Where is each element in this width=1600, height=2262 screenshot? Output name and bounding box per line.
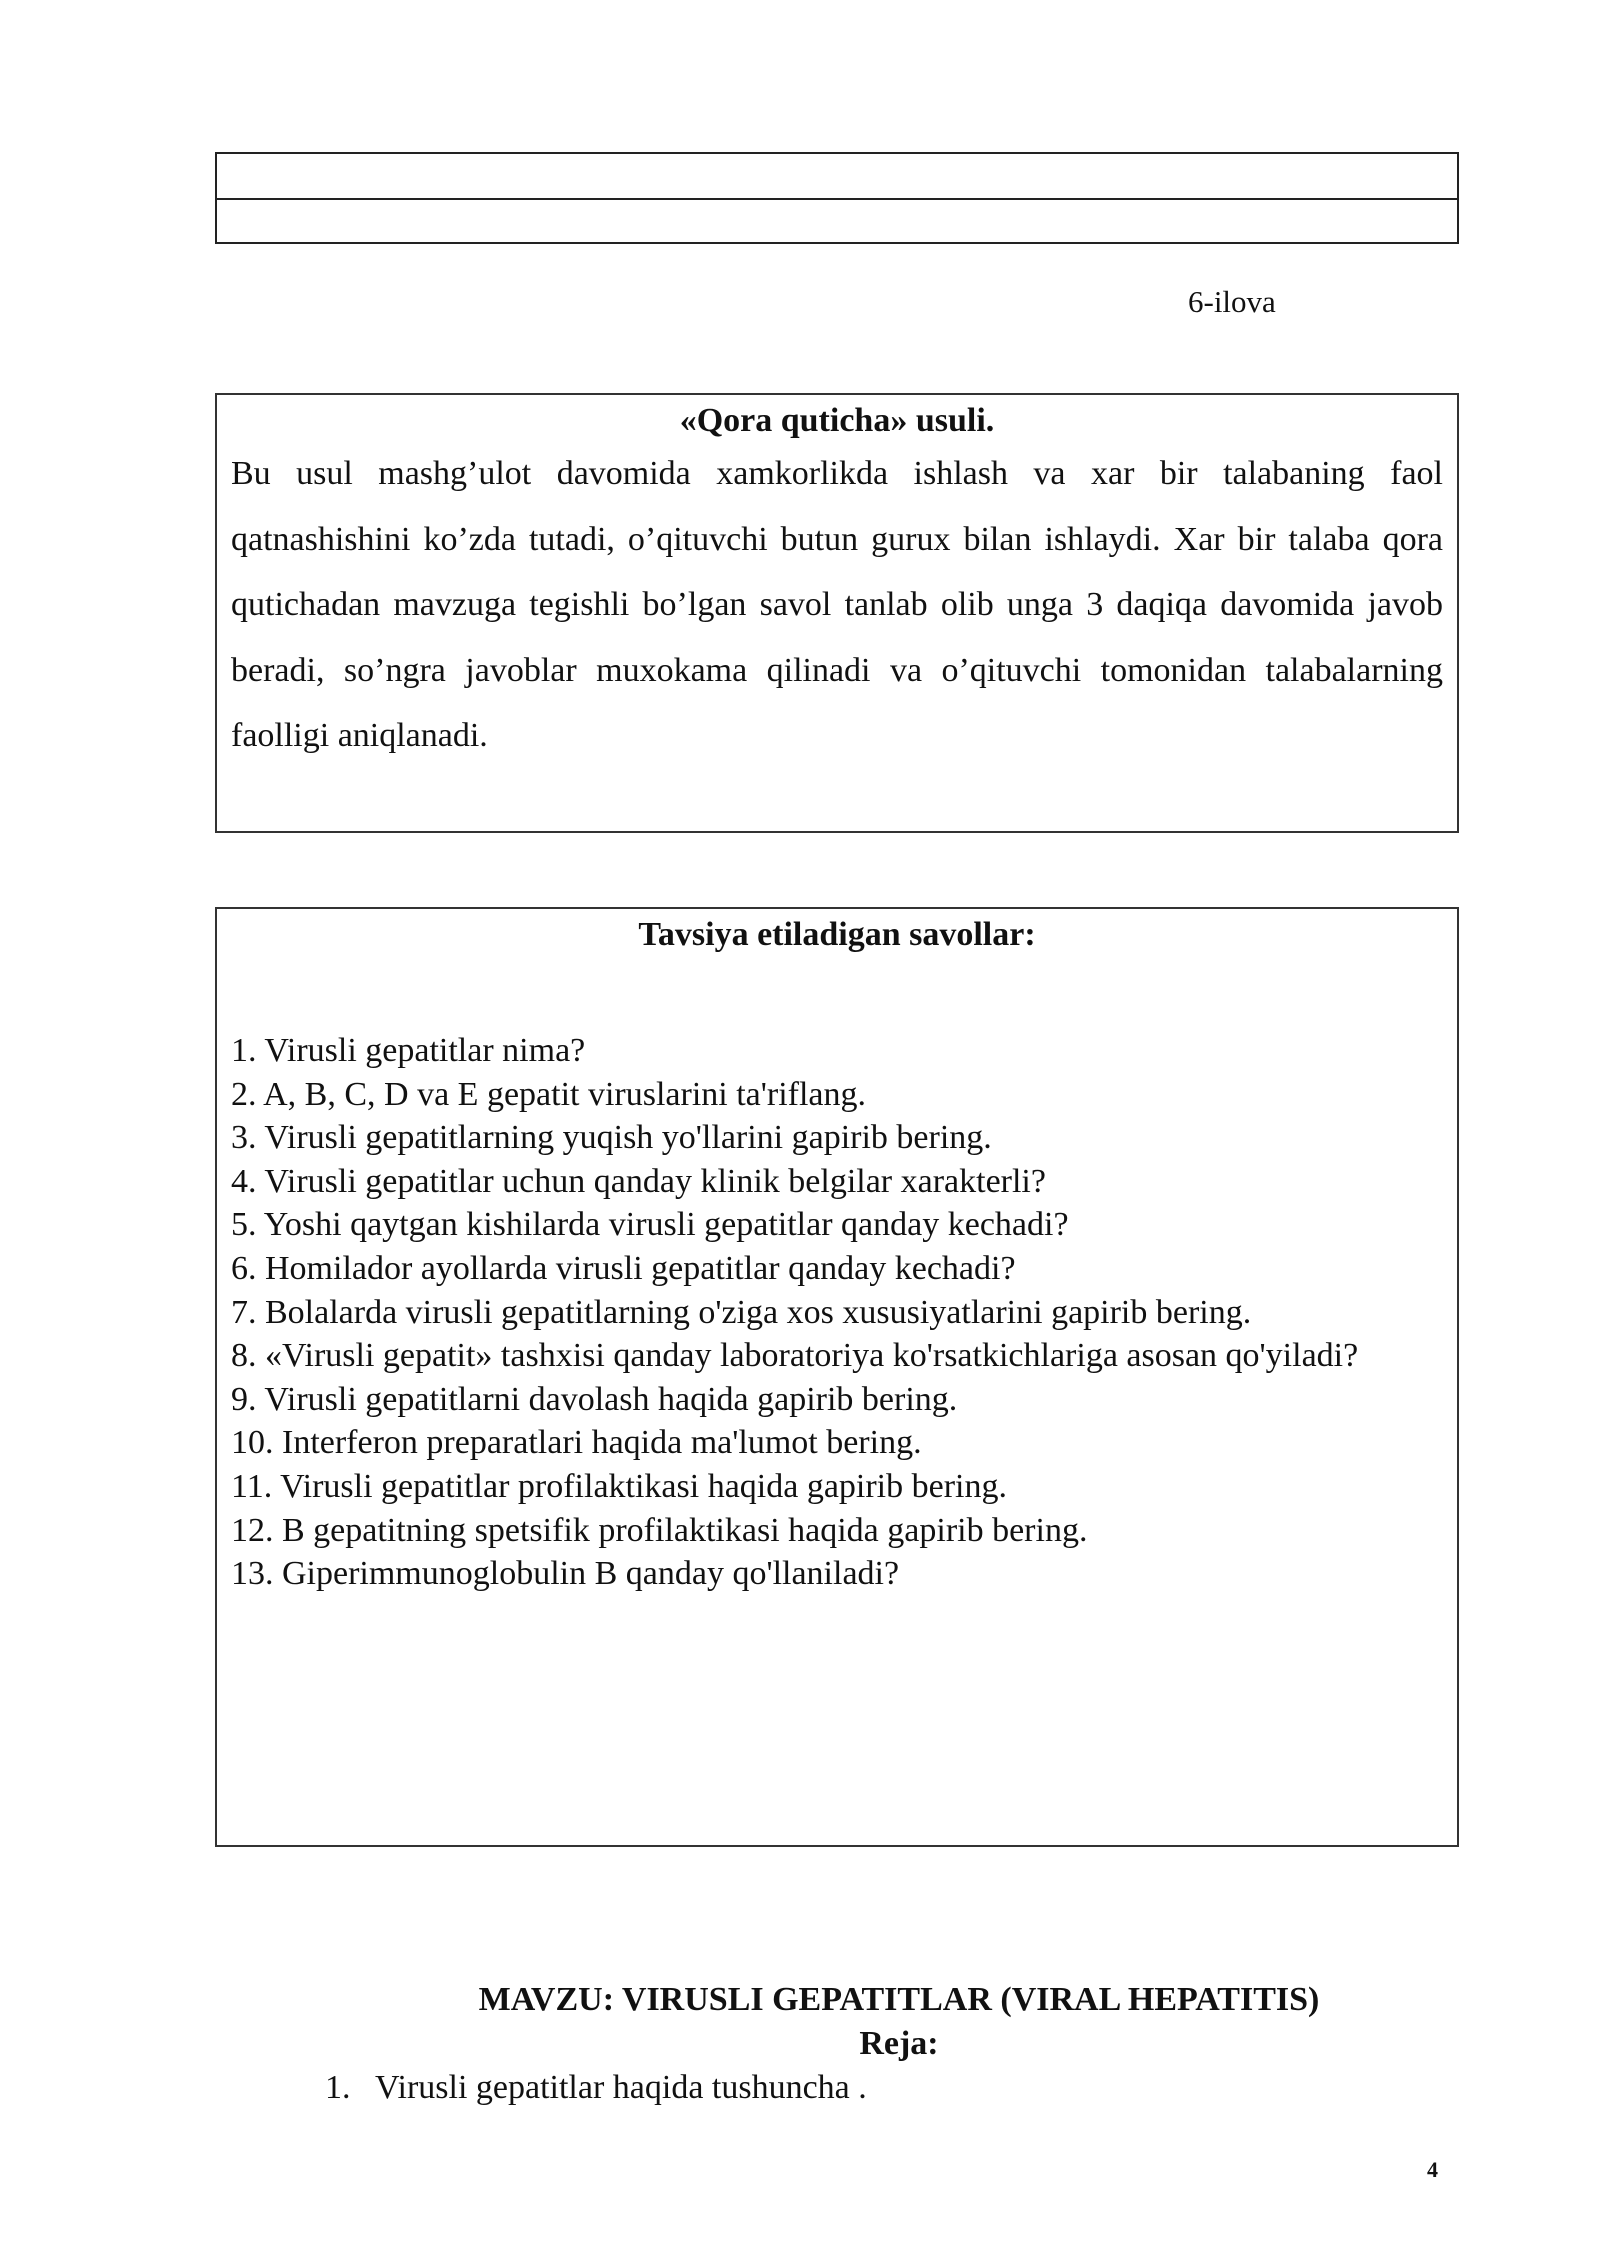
- method-description: Bu usul mashg’ulot davomida xamkorlikda ishlash va xar bir talabaning faol qatnashishini ko’zda tutadi, o’qituvchi butun gurux bilan ishlaydi. Xar bir talaba qora qutichadan mavzuga tegishli bo’lgan savol tanlab olib unga 3 daqiqa davomida javob beradi, so’ngra javoblar muxokama qilinadi va o’qituvchi tomonidan talabalarning faolligi aniqlanadi.: [231, 455, 1443, 754]
- question-item: 2. A, B, C, D va E gepatit viruslarini ta'riflang.: [231, 1075, 867, 1113]
- question-item: 5. Yoshi qaytgan kishilarda virusli gepatitlar qanday kechadi?: [231, 1206, 1069, 1244]
- question-item: 13. Giperimmunoglobulin B qanday qo'llaniladi?: [231, 1555, 900, 1593]
- method-box: [215, 393, 1459, 833]
- question-item: 1. Virusli gepatitlar nima?: [231, 1032, 586, 1069]
- plan-list: [325, 2066, 867, 2110]
- question-item: 8. «Virusli gepatit» tashxisi qanday laboratoriya ko'rsatkichlariga asosan qo'yiladi?: [231, 1337, 1359, 1375]
- empty-table-row: [217, 198, 1457, 242]
- topic-title: MAVZU: VIRUSLI GEPATITLAR (VIRAL HEPATITIS): [478, 1981, 1320, 2018]
- plan-item: [325, 2066, 867, 2110]
- question-item: 6. Homilador ayollarda virusli gepatitlar qanday kechadi?: [231, 1249, 1016, 1287]
- empty-table-row: [217, 154, 1457, 198]
- questions-title: Tavsiya etiladigan savollar:: [638, 916, 1036, 953]
- question-item: 10. Interferon preparatlari haqida ma'lumot bering.: [231, 1424, 922, 1462]
- question-item: 11. Virusli gepatitlar profilaktikasi haqida gapirib bering.: [231, 1467, 1007, 1505]
- empty-header-table: [215, 152, 1459, 244]
- plan-title: Reja:: [859, 2025, 939, 2062]
- plan-item-number: 1.: [325, 2069, 351, 2106]
- page-number: 4: [1427, 2157, 1438, 2182]
- question-item: 9. Virusli gepatitlarni davolash haqida gapirib bering.: [231, 1380, 958, 1418]
- question-item: 12. B gepatitning spetsifik profilaktikasi haqida gapirib bering.: [231, 1511, 1088, 1549]
- annex-label: 6-ilova: [1188, 284, 1276, 319]
- plan-item-text: Virusli gepatitlar haqida tushuncha .: [375, 2069, 867, 2106]
- question-item: 4. Virusli gepatitlar uchun qanday klinik belgilar xarakterli?: [231, 1162, 1046, 1200]
- method-title: «Qora quticha» usuli.: [679, 402, 995, 439]
- question-item: 7. Bolalarda virusli gepatitlarning o'ziga xos xususiyatlarini gapirib bering.: [231, 1293, 1252, 1331]
- question-item: 3. Virusli gepatitlarning yuqish yo'llarini gapirib bering.: [231, 1119, 992, 1157]
- questions-box: [215, 907, 1459, 1847]
- questions-list: [231, 1029, 1443, 1596]
